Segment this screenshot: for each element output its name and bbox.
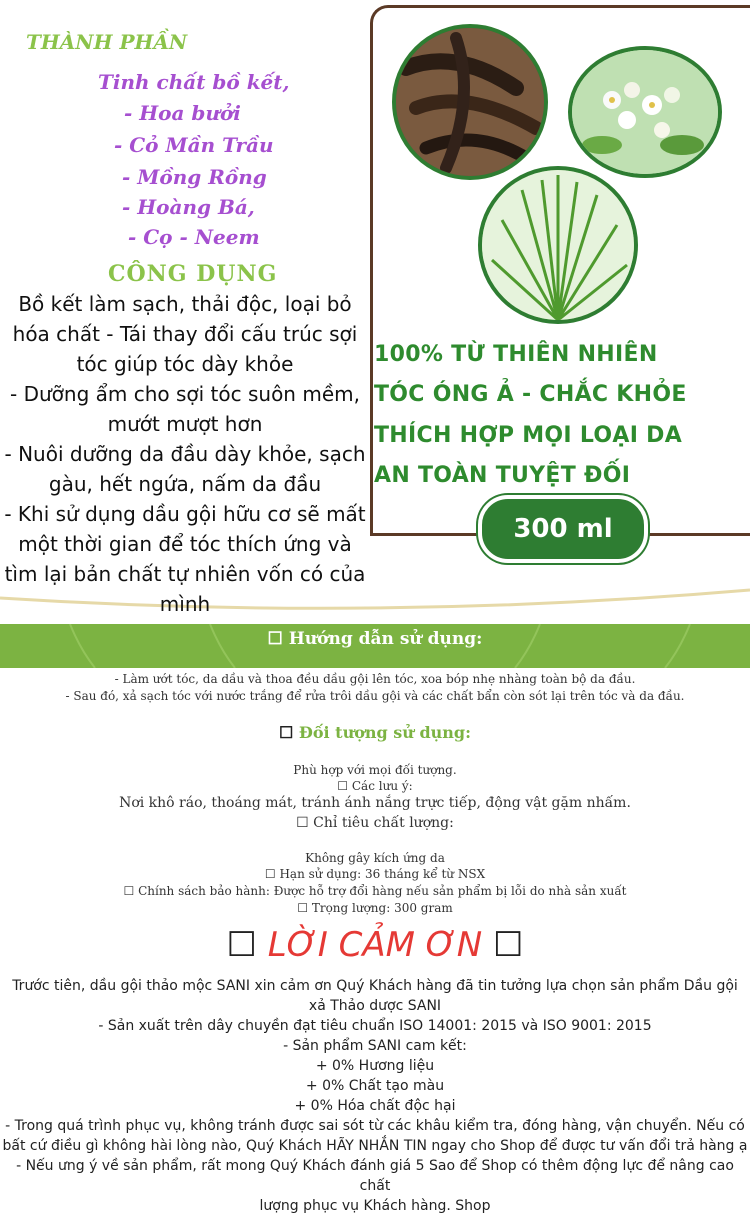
audience-title — [0, 723, 750, 742]
use-line: - Khi sử dụng dầu gội hữu cơ sẽ mất — [4, 502, 366, 526]
quality-label — [0, 815, 750, 831]
checkbox-icon: ☐ — [297, 901, 312, 915]
thanks-line: - Sản phẩm SANI cam kết: — [283, 1038, 467, 1054]
thanks-line: + 0% Chất tạo màu — [305, 1078, 445, 1094]
goosegrass-image — [478, 166, 638, 324]
guide-title — [0, 624, 750, 668]
checkbox-icon: ☐ — [267, 629, 289, 649]
uses-title: CÔNG DỤNG — [108, 261, 278, 287]
warranty-text: Chính sách bảo hành: Được hỗ trợ đổi hàng nếu sản phẩm bị lỗi do nhà sản xuất — [138, 884, 627, 898]
use-line: gàu, hết ngứa, nấm da đầu — [48, 472, 322, 496]
use-line: - Nuôi dưỡng da đầu dày khỏe, sạch — [4, 442, 366, 466]
quality-text: Không gây kích ứng da — [305, 851, 445, 865]
thanks-line: - Sản xuất trên dây chuyền đạt tiêu chuẩn ISO 14001: 2015 và ISO 9001: 2015 — [98, 1018, 652, 1034]
thanks-line: xả Thảo dược SANI — [308, 998, 442, 1014]
use-line: hóa chất - Tái thay đổi cấu trúc sợi — [12, 322, 358, 346]
checkbox-icon: ☐ — [264, 867, 280, 881]
thanks-line: lượng phục vụ Khách hàng. Shop — [259, 1198, 491, 1214]
thanks-line: + 0% Hương liệu — [315, 1058, 435, 1074]
weight — [0, 901, 750, 915]
ingredient-item: - Mồng Rồng — [122, 165, 267, 189]
use-line: tóc giúp tóc dày khỏe — [76, 352, 294, 376]
thanks-line: bất cứ điều gì không hài lòng nào, Quý Khách HÃY NHẮN TIN ngay cho Shop để được tư vấn đổi trả hàng ạ — [2, 1138, 748, 1154]
volume-badge: 300 ml — [478, 495, 648, 563]
thanks-body — [0, 976, 750, 1216]
checkbox-icon: ☐ — [123, 884, 139, 898]
ingredient-item: - Hoa bưởi — [124, 101, 241, 125]
soapberry-image — [392, 24, 548, 180]
thanks-line: + 0% Hóa chất độc hại — [294, 1098, 456, 1114]
uses-description — [0, 289, 370, 619]
claim-line: 100% TỪ THIÊN NHIÊN — [374, 342, 658, 367]
checkbox-icon: ☐ — [278, 723, 299, 742]
audience-text: Phù hợp với mọi đối tượng. — [293, 763, 457, 777]
note-label-text: Các lưu ý: — [351, 779, 413, 793]
expiry-text: Hạn sử dụng: 36 tháng kể từ NSX — [279, 867, 486, 881]
pomelo-flower-image — [568, 46, 722, 178]
guide-line: - Làm ướt tóc, da dầu và thoa đều dầu gội lên tóc, xoa bóp nhẹ nhàng toàn bộ da đầu. — [114, 672, 636, 686]
use-line: mướt mượt hơn — [107, 412, 263, 436]
use-line: một thời gian để tóc thích ứng và — [18, 532, 352, 556]
thanks-line: - Nếu ưng ý về sản phẩm, rất mong Quý Khách đánh giá 5 Sao để Shop có thêm động lực để nâng cao chất — [16, 1158, 734, 1194]
note-label — [0, 779, 750, 793]
use-line: Bồ kết làm sạch, thải độc, loại bỏ — [18, 292, 352, 316]
expiry — [0, 867, 750, 881]
guide-title-text: Hướng dẫn sử dụng: — [288, 629, 483, 649]
ingredients-title: THÀNH PHẦN — [26, 30, 188, 54]
claim-line: THÍCH HỢP MỌI LOẠI DA — [374, 423, 683, 448]
thanks-line: - Trong quá trình phục vụ, không tránh được sai sót từ các khâu kiểm tra, đóng hàng, vận chuyển. Nếu có — [5, 1118, 745, 1134]
use-line: mình — [159, 592, 211, 616]
checkbox-icon: ☐ — [296, 815, 314, 831]
ingredient-item: Tinh chất bồ kết, — [98, 70, 290, 94]
checkbox-icon: ☐ — [337, 779, 352, 793]
checkbox-icon: ☐ — [226, 925, 268, 965]
thanks-title-text: LỜI CẢM ƠN — [267, 925, 483, 965]
ingredient-item: - Cỏ Mần Trầu — [114, 133, 274, 157]
warranty — [0, 884, 750, 898]
weight-text: Trọng lượng: 300 gram — [311, 901, 453, 915]
thanks-line: Trước tiên, dầu gội thảo mộc SANI xin cảm ơn Quý Khách hàng đã tin tưởng lựa chọn sản phẩm Dầu gội — [12, 978, 738, 994]
claim-line: TÓC ÓNG Ả - CHẮC KHỎE — [374, 382, 687, 407]
thanks-title — [0, 925, 750, 965]
quality-label-text: Chỉ tiêu chất lượng: — [313, 815, 454, 831]
use-line: tìm lại bản chất tự nhiên vốn có của — [4, 562, 366, 586]
claim-line: AN TOÀN TUYỆT ĐỐI — [374, 463, 631, 488]
guide-line: - Sau đó, xả sạch tóc với nước trắng để rửa trôi dầu gội và các chất bẩn còn sót lại trên tóc và da đầu. — [65, 689, 685, 703]
note-text: Nơi khô ráo, thoáng mát, tránh ánh nắng trực tiếp, động vật gặm nhấm. — [119, 795, 631, 811]
ingredient-item: - Hoàng Bá, — [122, 195, 255, 219]
audience-title-text: Đối tượng sử dụng: — [298, 723, 472, 742]
ingredient-item: - Cọ - Neem — [128, 225, 260, 249]
use-line: - Dưỡng ẩm cho sợi tóc suôn mềm, — [10, 382, 360, 406]
checkbox-icon: ☐ — [482, 925, 524, 965]
